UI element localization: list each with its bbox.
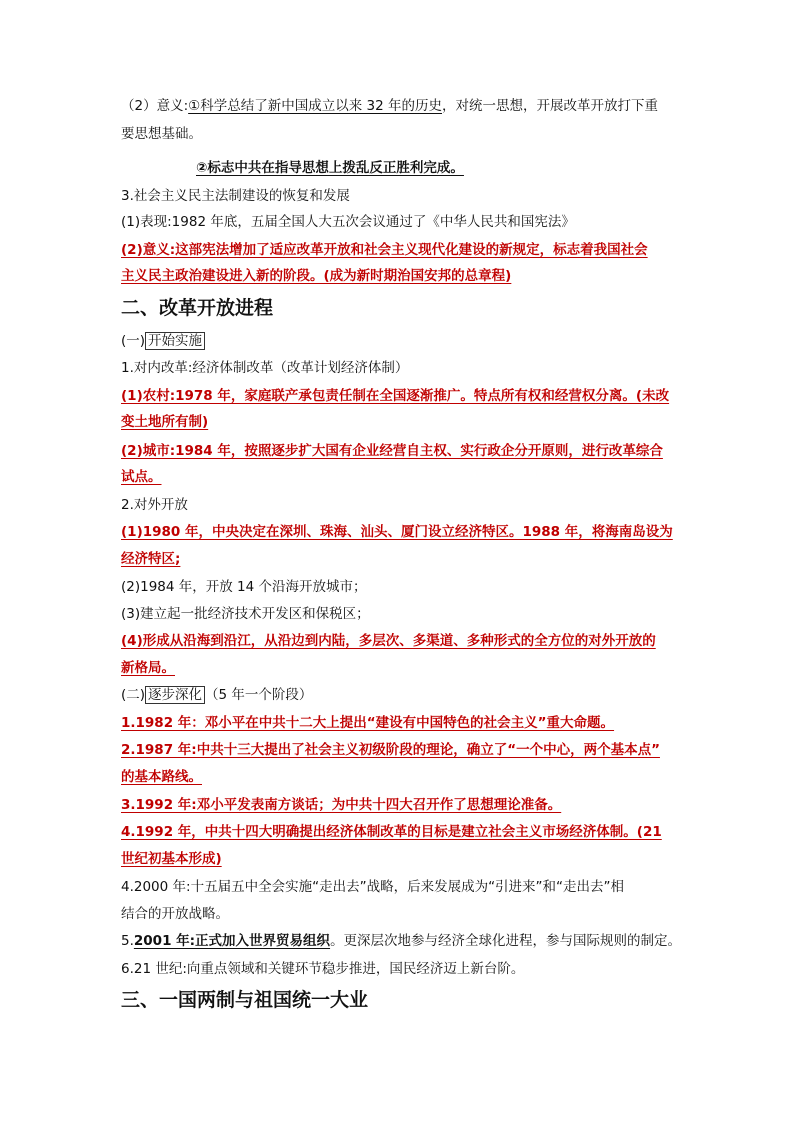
reform-rural: (1)农村:1978 年，家庭联产承包责任制在全国逐渐推广。特点所有权和经营权分离。(未改 [121,388,670,404]
subsection-2-note: （5 年一个阶段） [205,687,313,703]
deepen-1992-congress-cont: 世纪初基本形成) [121,851,222,867]
significance-point-2: ②标志中共在指导思想上拨乱反正胜利完成。 [196,160,464,176]
deepen-1987: 2.1987 年:中共十三大提出了社会主义初级阶段的理论，确立了“一个中心，两个基本点” [121,742,660,758]
deepen-21st-century: 6.21 世纪:向重点领域和关键环节稳步推进，国民经济迈上新台阶。 [121,961,525,977]
reform-rural-cont: 变土地所有制) [121,414,209,430]
opening-up-4: (4)形成从沿海到沿江，从沿边到内陆，多层次、多渠道、多种形式的全方位的对外开放的 [121,633,656,649]
subsection-2-heading [121,685,312,705]
subsection-1-number: (一) [121,333,146,349]
significance-line [121,96,658,116]
deepen-1992-talk: 3.1992 年:邓小平发表南方谈话；为中共十四大召开作了思想理论准备。 [121,797,562,813]
deepen-2001-wto: 2001 年:正式加入世界贸易组织 [133,933,331,949]
item-3-2: (2)意义:这部宪法增加了适应改革开放和社会主义现代化建设的新规定，标志着我国社会 [121,242,648,258]
deepen-1987-cont: 的基本路线。 [121,769,202,785]
opening-up-4-cont: 新格局。 [121,660,175,676]
opening-up-2: (2)1984 年，开放 14 个沿海开放城市； [121,579,367,595]
item-3-heading: 3.社会主义民主法制建设的恢复和发展 [121,188,350,204]
opening-up-1-cont: 经济特区; [121,551,181,567]
significance-label: （2）意义: [121,98,189,114]
deepen-2001-rest: 。更深层次地参与经济全球化进程，参与国际规则的制定。 [330,933,682,949]
opening-up-1: (1)1980 年，中央决定在深圳、珠海、汕头、厦门设立经济特区。1988 年，将海南岛设为 [121,524,673,540]
deepen-2000: 4.2000 年:十五届五中全会实施“走出去”战略，后来发展成为“引进来”和“走出去”相 [121,879,625,895]
section-3-title: 三、一国两制与祖国统一大业 [121,989,369,1011]
significance-line-cont: 要思想基础。 [121,126,202,142]
significance-point-1: ①科学总结了新中国成立以来 32 年的历史 [188,98,443,114]
section-2-title: 二、改革开放进程 [121,297,274,319]
deepen-1992-congress: 4.1992 年，中共十四大明确提出经济体制改革的目标是建立社会主义市场经济体制。(21 [121,824,662,840]
deepen-1982: 1.1982 年：邓小平在中共十二大上提出“建设有中国特色的社会主义”重大命题。 [121,715,615,731]
opening-up-heading: 2.对外开放 [121,497,188,513]
deepen-2001 [121,931,681,951]
deepen-2000-cont: 结合的开放战略。 [121,906,229,922]
reform-urban-cont: 试点。 [121,469,162,485]
opening-up-3: (3)建立起一批经济技术开发区和保税区； [121,606,370,622]
item-3-2-cont: 主义民主政治建设进入新的阶段。(成为新时期治国安邦的总章程) [121,268,512,284]
reform-urban: (2)城市:1984 年，按照逐步扩大国有企业经营自主权、实行政企分开原则，进行改革综合 [121,443,663,459]
item-3-1: (1)表现:1982 年底，五届全国人大五次会议通过了《中华人民共和国宪法》 [121,214,575,230]
subsection-1-heading [121,331,205,351]
reform-internal: 1.对内改革:经济体制改革（改革计划经济体制） [121,360,409,376]
subsection-2-number: (二) [121,687,146,703]
subsection-2-title: 逐步深化 [145,686,205,704]
significance-point-1-rest: ，对统一思想，开展改革开放打下重 [442,98,659,114]
subsection-1-title: 开始实施 [145,332,205,350]
deepen-2001-number: 5. [121,933,134,949]
